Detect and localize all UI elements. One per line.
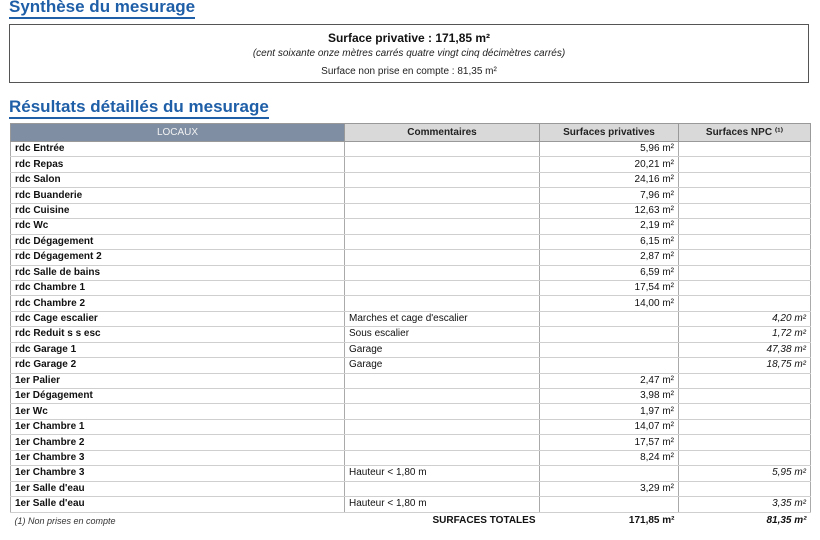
npc-cell: 5,95 m² (679, 466, 811, 481)
total-label: SURFACES TOTALES (432, 514, 536, 526)
comment-cell (345, 404, 540, 419)
comment-cell: Garage (345, 358, 540, 373)
local-cell: rdc Buanderie (11, 188, 345, 203)
npc-cell (679, 450, 811, 465)
surface-cell: 2,47 m² (540, 373, 679, 388)
comment-cell: Sous escalier (345, 327, 540, 342)
table-row (11, 296, 811, 311)
table-row (11, 280, 811, 295)
comment-cell (345, 188, 540, 203)
surface-privative: Surface privative : 171,85 m² (327, 31, 491, 45)
surface-cell: 6,59 m² (540, 265, 679, 280)
surface-cell: 14,00 m² (540, 296, 679, 311)
local-cell: rdc Entrée (11, 142, 345, 157)
comment-cell (345, 450, 540, 465)
comment-cell (345, 373, 540, 388)
local-cell: rdc Garage 1 (11, 342, 345, 357)
npc-cell (679, 250, 811, 265)
table-row (11, 219, 811, 234)
local-cell: rdc Chambre 1 (11, 280, 345, 295)
surface-cell: 3,98 m² (540, 389, 679, 404)
local-cell: 1er Salle d'eau (11, 481, 345, 496)
table-row (11, 481, 811, 496)
local-cell: 1er Chambre 2 (11, 435, 345, 450)
surface-cell (540, 466, 679, 481)
surface-cell: 7,96 m² (540, 188, 679, 203)
comment-cell (345, 172, 540, 187)
header-surfaces-privatives: Surfaces privatives (540, 124, 679, 142)
comment-cell: Marches et cage d'escalier (345, 311, 540, 326)
surface-cell (540, 327, 679, 342)
npc-cell (679, 219, 811, 234)
footnote: (1) Non prises en compte (14, 515, 116, 526)
table-row (11, 311, 811, 326)
totals-row (11, 512, 811, 529)
table-row (11, 327, 811, 342)
comment-cell (345, 296, 540, 311)
local-cell: 1er Wc (11, 404, 345, 419)
surface-cell: 17,54 m² (540, 280, 679, 295)
table-row (11, 172, 811, 187)
table-row (11, 342, 811, 357)
table-row (11, 466, 811, 481)
surface-cell: 6,15 m² (540, 234, 679, 249)
table-row (11, 435, 811, 450)
local-cell: rdc Cage escalier (11, 311, 345, 326)
header-commentaires: Commentaires (345, 124, 540, 142)
surface-cell: 5,96 m² (540, 142, 679, 157)
npc-cell: 1,72 m² (679, 327, 811, 342)
surface-cell: 2,87 m² (540, 250, 679, 265)
table-body (11, 142, 811, 513)
local-cell: rdc Cuisine (11, 203, 345, 218)
table-header (11, 124, 811, 142)
local-cell: 1er Chambre 1 (11, 419, 345, 434)
npc-cell (679, 404, 811, 419)
comment-cell (345, 157, 540, 172)
local-cell: rdc Reduit s s esc (11, 327, 345, 342)
local-cell: rdc Garage 2 (11, 358, 345, 373)
npc-cell (679, 435, 811, 450)
local-cell: 1er Salle d'eau (11, 497, 345, 512)
total-npc: 81,35 m² (766, 514, 807, 526)
table-row (11, 250, 811, 265)
synthese-box (9, 24, 809, 83)
table-row (11, 234, 811, 249)
npc-cell (679, 481, 811, 496)
local-cell: 1er Chambre 3 (11, 466, 345, 481)
npc-cell (679, 280, 811, 295)
npc-cell (679, 157, 811, 172)
surface-cell: 24,16 m² (540, 172, 679, 187)
surface-cell: 20,21 m² (540, 157, 679, 172)
results-table (10, 123, 811, 529)
comment-cell: Garage (345, 342, 540, 357)
surface-cell: 12,63 m² (540, 203, 679, 218)
local-cell: rdc Salon (11, 172, 345, 187)
comment-cell (345, 435, 540, 450)
table-row (11, 389, 811, 404)
npc-cell: 3,35 m² (679, 497, 811, 512)
surface-cell: 8,24 m² (540, 450, 679, 465)
table-row (11, 497, 811, 512)
local-cell: rdc Dégagement (11, 234, 345, 249)
npc-cell: 47,38 m² (679, 342, 811, 357)
surface-cell (540, 358, 679, 373)
synthese-title: Synthèse du mesurage (9, 0, 195, 19)
npc-cell (679, 142, 811, 157)
surface-words: (cent soixante onze mètres carrés quatre vingt cinq décimètres carrés) (252, 48, 566, 59)
npc-cell (679, 419, 811, 434)
comment-cell: Hauteur < 1,80 m (345, 497, 540, 512)
table-row (11, 265, 811, 280)
local-cell: 1er Chambre 3 (11, 450, 345, 465)
table-row (11, 188, 811, 203)
table-row (11, 142, 811, 157)
comment-cell: Hauteur < 1,80 m (345, 466, 540, 481)
header-surfaces-npc: Surfaces NPC ⁽¹⁾ (679, 124, 811, 142)
table-row (11, 419, 811, 434)
comment-cell (345, 203, 540, 218)
npc-cell: 18,75 m² (679, 358, 811, 373)
table-row (11, 450, 811, 465)
comment-cell (345, 219, 540, 234)
npc-cell (679, 172, 811, 187)
table-row (11, 373, 811, 388)
total-privative: 171,85 m² (628, 514, 675, 526)
surface-cell: 1,97 m² (540, 404, 679, 419)
npc-cell (679, 265, 811, 280)
surface-cell: 3,29 m² (540, 481, 679, 496)
npc-cell (679, 234, 811, 249)
npc-cell (679, 203, 811, 218)
local-cell: rdc Repas (11, 157, 345, 172)
surface-cell (540, 311, 679, 326)
resultats-title: Résultats détaillés du mesurage (9, 97, 269, 119)
local-cell: 1er Palier (11, 373, 345, 388)
surface-cell (540, 342, 679, 357)
comment-cell (345, 265, 540, 280)
comment-cell (345, 419, 540, 434)
npc-cell (679, 389, 811, 404)
header-locaux: LOCAUX (11, 124, 345, 142)
surface-cell (540, 497, 679, 512)
local-cell: rdc Chambre 2 (11, 296, 345, 311)
local-cell: rdc Salle de bains (11, 265, 345, 280)
table-row (11, 203, 811, 218)
comment-cell (345, 234, 540, 249)
table-row (11, 358, 811, 373)
surface-cell: 17,57 m² (540, 435, 679, 450)
local-cell: rdc Wc (11, 219, 345, 234)
comment-cell (345, 280, 540, 295)
comment-cell (345, 389, 540, 404)
comment-cell (345, 481, 540, 496)
surface-npc: Surface non prise en compte : 81,35 m² (321, 66, 497, 77)
npc-cell (679, 188, 811, 203)
local-cell: rdc Dégagement 2 (11, 250, 345, 265)
npc-cell (679, 373, 811, 388)
npc-cell: 4,20 m² (679, 311, 811, 326)
table-row (11, 404, 811, 419)
local-cell: 1er Dégagement (11, 389, 345, 404)
surface-cell: 2,19 m² (540, 219, 679, 234)
surface-cell: 14,07 m² (540, 419, 679, 434)
npc-cell (679, 296, 811, 311)
comment-cell (345, 250, 540, 265)
comment-cell (345, 142, 540, 157)
table-row (11, 157, 811, 172)
